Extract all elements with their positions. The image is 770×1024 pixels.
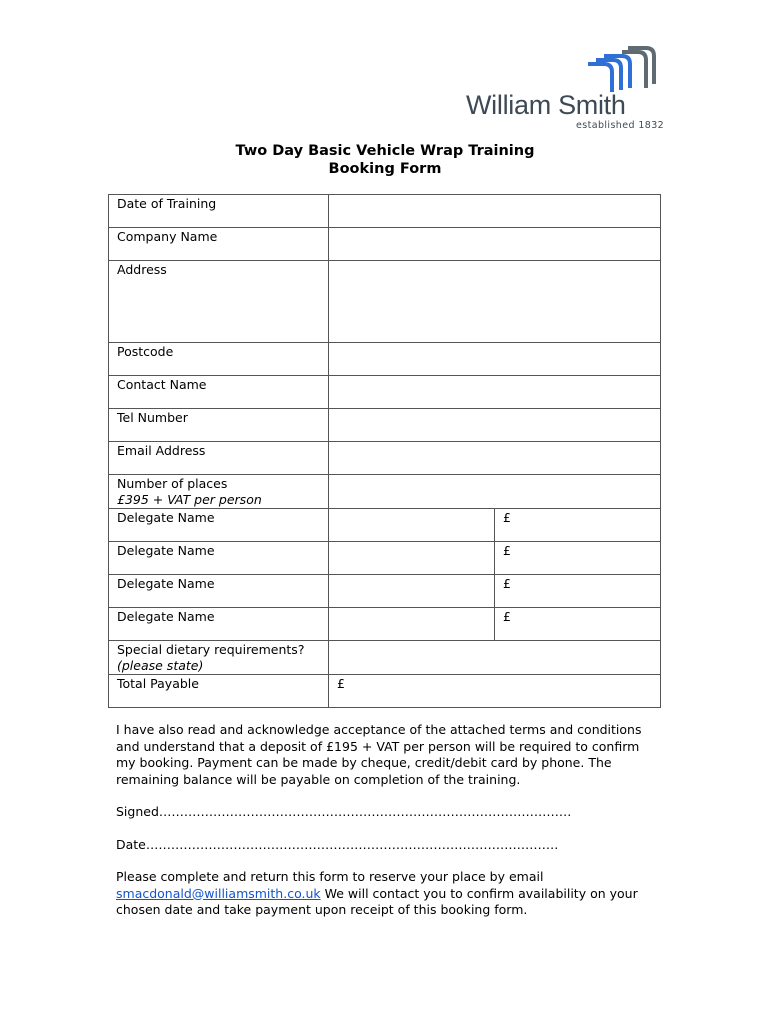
delegate-name-label: Delegate Name xyxy=(109,542,329,575)
total-payable-label: Total Payable xyxy=(109,675,329,708)
terms-paragraph: I have also read and acknowledge acceptance of the attached terms and conditions and understand that a deposit of £195 + VAT per person will be required to confirm my booking. Payment can be made by cheque, credit/debit card by phone. The remaining balance will be payable on completion of the training. xyxy=(116,722,642,787)
company-name-field[interactable] xyxy=(329,228,661,261)
brand-established: established 1832 xyxy=(576,120,665,131)
delegate-fee-field[interactable]: £ xyxy=(495,608,661,641)
row-email-address xyxy=(109,442,661,475)
delegate-name-label: Delegate Name xyxy=(109,608,329,641)
email-address-label: Email Address xyxy=(109,442,329,475)
tel-number-label: Tel Number xyxy=(109,409,329,442)
william-smith-logo-icon xyxy=(582,44,658,92)
contact-name-field[interactable] xyxy=(329,376,661,409)
delegate-fee-field[interactable]: £ xyxy=(495,542,661,575)
price-note: £395 + VAT per person xyxy=(117,492,262,507)
row-delegate-3 xyxy=(109,575,661,608)
row-address xyxy=(109,261,661,343)
email-link[interactable]: smacdonald@williamsmith.co.uk xyxy=(116,885,321,901)
row-postcode xyxy=(109,343,661,376)
email-address-field[interactable] xyxy=(329,442,661,475)
number-of-places-cell xyxy=(109,475,329,509)
form-title: Two Day Basic Vehicle Wrap Training xyxy=(235,143,535,159)
dietary-requirements-cell xyxy=(109,641,329,675)
address-label: Address xyxy=(109,261,329,343)
delegate-fee-field[interactable]: £ xyxy=(495,509,661,542)
row-delegate-2 xyxy=(109,542,661,575)
dietary-requirements-field[interactable] xyxy=(329,641,661,675)
row-delegate-4 xyxy=(109,608,661,641)
row-total-payable xyxy=(109,675,661,708)
postcode-label: Postcode xyxy=(109,343,329,376)
date-of-training-field[interactable] xyxy=(329,195,661,228)
delegate-fee-field[interactable]: £ xyxy=(495,575,661,608)
delegate-name-field[interactable] xyxy=(329,575,495,608)
company-logo xyxy=(466,40,666,135)
postcode-field[interactable] xyxy=(329,343,661,376)
row-company-name xyxy=(109,228,661,261)
row-delegate-1 xyxy=(109,509,661,542)
address-field[interactable] xyxy=(329,261,661,343)
row-number-of-places xyxy=(109,475,661,509)
dietary-requirements-label: Special dietary requirements? xyxy=(117,642,305,657)
tel-number-field[interactable] xyxy=(329,409,661,442)
closing-rest: We will contact you to confirm availability on your chosen date and take payment upon receipt of this booking form. xyxy=(116,885,638,917)
date-of-training-label: Date of Training xyxy=(109,195,329,228)
delegate-name-field[interactable] xyxy=(329,608,495,641)
dietary-note: (please state) xyxy=(117,658,204,673)
signature-line[interactable]: Signed……………………………………………………………………………………… xyxy=(116,804,572,819)
contact-name-label: Contact Name xyxy=(109,376,329,409)
date-line[interactable]: Date……………………………………………………………………………………… xyxy=(116,837,559,852)
row-tel-number xyxy=(109,409,661,442)
delegate-name-field[interactable] xyxy=(329,509,495,542)
closing-intro: Please complete and return this form to reserve your place by email xyxy=(116,869,544,884)
row-contact-name xyxy=(109,376,661,409)
company-name-label: Company Name xyxy=(109,228,329,261)
booking-form-table xyxy=(108,194,661,708)
delegate-name-field[interactable] xyxy=(329,542,495,575)
number-of-places-label: Number of places xyxy=(117,476,228,491)
delegate-name-label: Delegate Name xyxy=(109,509,329,542)
closing-paragraph xyxy=(116,869,656,919)
form-subtitle: Booking Form xyxy=(328,161,442,177)
total-payable-field[interactable]: £ xyxy=(329,675,661,708)
number-of-places-field[interactable] xyxy=(329,475,661,509)
delegate-name-label: Delegate Name xyxy=(109,575,329,608)
brand-name: William Smith xyxy=(466,90,626,120)
row-date-of-training xyxy=(109,195,661,228)
row-dietary-requirements xyxy=(109,641,661,675)
